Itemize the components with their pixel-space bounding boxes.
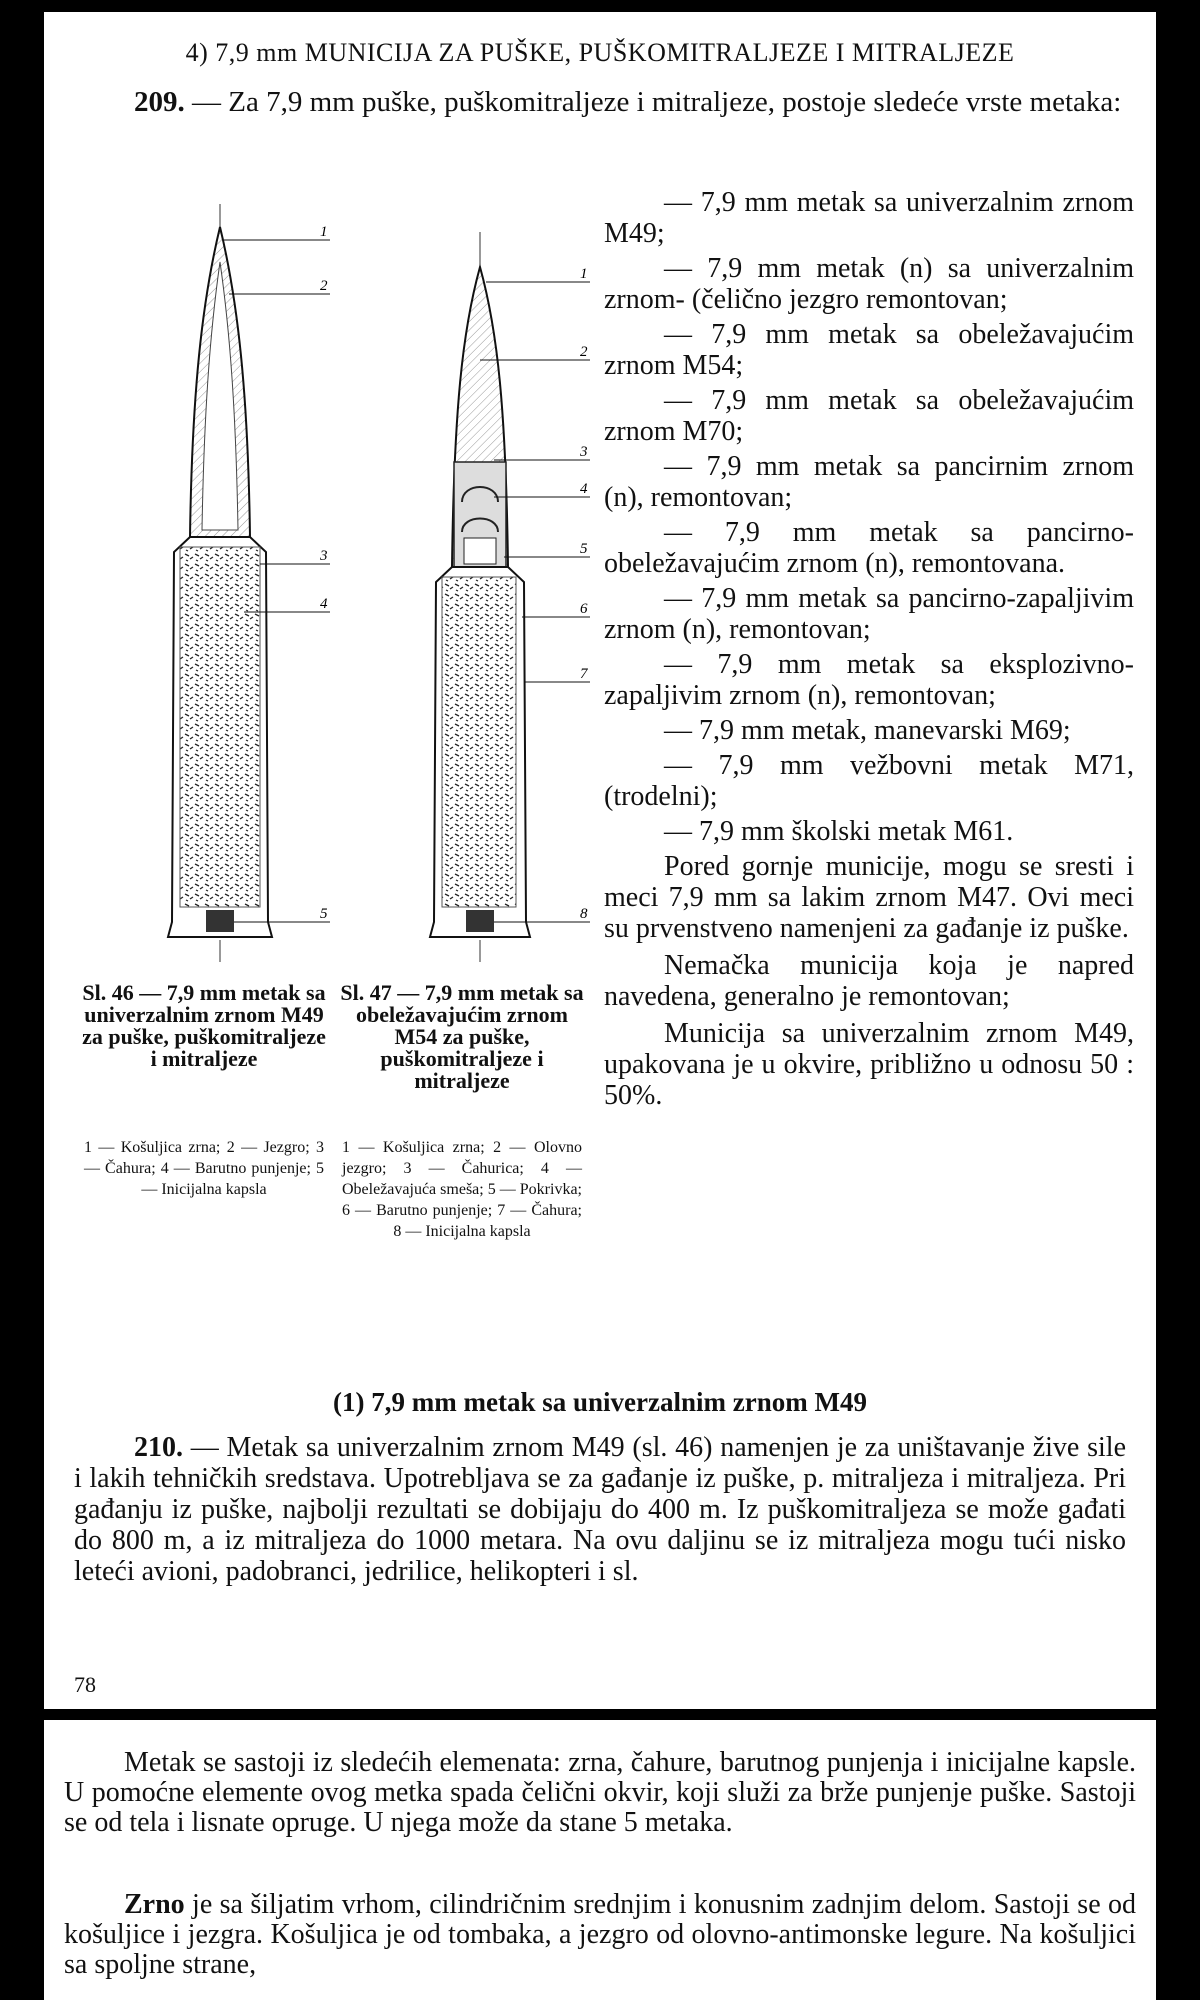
paragraph-number: 209. [134,86,185,118]
paragraph-text: — Za 7,9 mm puške, puškomitraljeze i mitraljeze, postoje sledeće vrste metaka: [184,86,1122,118]
list-item: — 7,9 mm metak sa pancirno-zapaljivim zrnom (n), remontovan; [604,583,1134,645]
paragraph-text: je sa šiljatim vrhom, cilindričnim srednjim i konusnim zadnjim delom. Sastoji se od košuljice i jezgra. Košuljica je od tombaka, a jezgro od olovno-antimonske legure. Na košuljici sa spoljne strane, [64,1889,1136,1980]
figures-area [74,192,614,1352]
cartridge-types-list [604,187,1134,1117]
list-item: — 7,9 mm metak sa obeležavajućim zrnom M70; [604,385,1134,447]
callout-4: 4 [320,596,328,612]
paragraph-number: 210. [134,1432,183,1463]
list-item: — 7,9 mm metak (n) sa univerzalnim zrnom- (čelično jezgro remontovan; [604,253,1134,315]
section-heading: 4) 7,9 mm MUNICIJA ZA PUŠKE, PUŠKOMITRALJEZE I MITRALJEZE [185,38,1015,67]
callout-5: 5 [580,541,588,557]
cartridge-m54-diagram [344,192,604,972]
body-paragraph: Pored gornje municije, mogu se sresti i meci 7,9 mm sa lakim zrnom M47. Ovi meci su prvenstveno namenjeni za gađanje iz puške. [604,851,1134,944]
book-page-next [44,1720,1156,2000]
paragraph-lead: Zrno [124,1889,185,1920]
list-item: — 7,9 mm metak, manevarski M69; [664,715,1071,746]
figure-47-legend: 1 — Košuljica zrna; 2 — Olovno jezgro; 3 — Čahurica; 4 — Obeležavajuća smeša; 5 — Pokrivka; 6 — Barutno punjenje; 7 — Čahura; 8 — Inicijalna kapsla [342,1139,582,1240]
list-item: — 7,9 mm školski metak M61. [664,816,1014,847]
callout-4: 4 [580,481,588,497]
figure-46-caption: Sl. 46 — 7,9 mm metak sa univerzalnim zrnom M49 za puške, puškomitraljeze i mitraljeze [82,980,326,1071]
paragraph-209 [74,86,1126,118]
subsection-heading: (1) 7,9 mm metak sa univerzalnim zrnom M49 [333,1387,867,1417]
list-item: — 7,9 mm metak sa pancirno-obeležavajućim zrnom (n), remontovana. [604,517,1134,579]
paragraph-text: — Metak sa univerzalnim zrnom M49 (sl. 46) namenjen je za uništavanje žive sile i lakih tehničkih sredstava. Upotrebljava se za gađanje iz puške, p. mitraljeza i mitraljeza. Pri gađanju iz puške, najbolji rezultati se dobijaju do 400 m. Iz puškomitraljeza se može gađati do 800 m, a iz mitraljeza do 1000 metara. Na ovu daljinu se iz mitraljeza mogu tući nisko leteći avioni, padobranci, jedrilice, helikopteri i sl. [74,1432,1126,1587]
zrno-paragraph [64,1890,1136,1980]
callout-8: 8 [580,906,588,922]
body-paragraph: Municija sa univerzalnim zrnom M49, upakovana je u okvire, približno u odnosu 50 : 50%. [604,1018,1134,1111]
callout-2: 2 [580,344,588,360]
list-item: — 7,9 mm vežbovni metak M71, (trodelni); [604,750,1134,812]
callout-7: 7 [580,666,588,682]
callout-1: 1 [320,224,328,240]
cartridge-m49-diagram [74,192,344,972]
list-item: — 7,9 mm metak sa obeležavajućim zrnom M54; [604,319,1134,381]
callout-3: 3 [320,548,328,564]
book-page-78 [44,12,1156,1709]
figure-46-legend: 1 — Košuljica zrna; 2 — Jezgro; 3 — Čahura; 4 — Barutno punjenje; 5 — Inicijalna kapsla [84,1139,324,1198]
body-paragraph: Nemačka municija koja je napred navedena, generalno je remontovan; [604,950,1134,1012]
callout-5: 5 [320,906,328,922]
list-item: — 7,9 mm metak sa eksplozivno-zapaljivim zrnom (n), remontovan; [604,649,1134,711]
callout-2: 2 [320,278,328,294]
list-item: — 7,9 mm metak sa univerzalnim zrnom M49; [604,187,1134,249]
paragraph-210 [74,1432,1126,1587]
callout-1: 1 [580,266,588,282]
page-number: 78 [74,1672,96,1697]
callout-6: 6 [580,601,588,617]
list-item: — 7,9 mm metak sa pancirnim zrnom (n), remontovan; [604,451,1134,513]
callout-3: 3 [580,444,588,460]
body-paragraph: Metak se sastoji iz sledećih elemenata: zrna, čahure, barutnog punjenja i inicijalne kapsle. U pomoćne elemente ovog metka spada čelični okvir, koji služi za brže punjenje puške. Sastoji se od tela i lisnate opruge. U njega može da stane 5 metaka. [64,1747,1136,1838]
figure-47-caption: Sl. 47 — 7,9 mm metak sa obeležavajućim zrnom M54 za puške, puškomitraljeze i mitraljeze [340,980,584,1093]
